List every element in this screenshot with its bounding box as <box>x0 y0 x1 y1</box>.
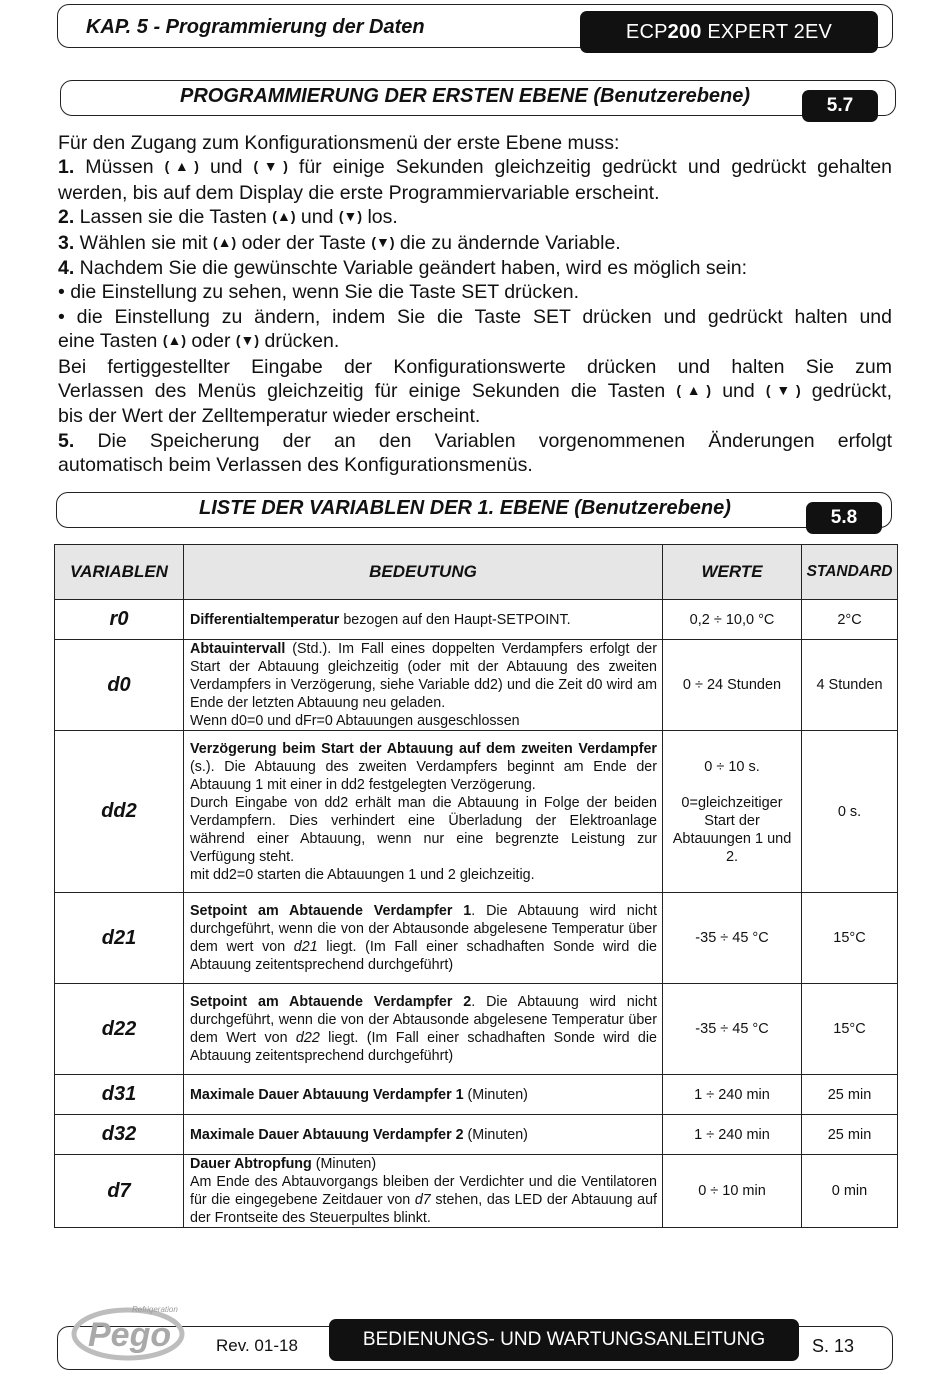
up-key-glyph: (▲) <box>162 332 186 349</box>
model-prefix: ECP <box>625 20 668 43</box>
var-code: d31 <box>55 1075 184 1115</box>
step-1-line: 1. Müssen (▲) und (▼) für einige Sekunden gleichzeitig gedrückt und gedrückt gehalten <box>58 156 893 179</box>
bullet-2: • die Einstellung zu ändern, indem Sie die Taste SET drücken und gedrückt halten und <box>58 305 892 328</box>
up-key-glyph: (▲) <box>164 158 199 175</box>
down-key-glyph: (▼) <box>253 158 288 175</box>
var-default: 15°C <box>802 984 898 1075</box>
var-default: 2°C <box>802 600 898 640</box>
svg-text:Pego: Pego <box>88 1316 172 1354</box>
var-description: Verzögerung beim Start der Abtauung auf dem zweiten Verdampfer (s.). Die Abtauung des zweiten Verdampfers beginnt am Ende der Abtauung 1 mit einer in dd2 festgelegten Verzögerung. Durch Eingabe von dd2 erhält man die Abtauung in Folge der beiden Verdampfern. Dies verhindert eine Überladung der Elektroanlage während einer Abtauung, wenn nur eine begrenzte Leistung zur Verfügung steht. mit dd2=0 starten die Abtauungen 1 und 2 gleichzeitig. <box>184 731 663 893</box>
var-range: -35 ÷ 45 °C <box>663 984 802 1075</box>
var-range: 0 ÷ 10 min <box>663 1155 802 1228</box>
step-5-cont: automatisch beim Verlassen des Konfigurationsmenüs. <box>58 454 533 477</box>
revision-label: Rev. 01-18 <box>216 1336 298 1355</box>
col-header-variablen: VARIABLEN <box>55 545 184 600</box>
down-key-glyph: (▼) <box>235 332 260 349</box>
table-row-d0 <box>55 640 898 731</box>
table-row-d32 <box>55 1115 898 1155</box>
manual-title: BEDIENUNGS- UND WARTUNGSANLEITUNG <box>329 1319 799 1361</box>
intro-line: Für den Zugang zum Konfigurationsmenü der erste Ebene muss: <box>58 132 620 154</box>
model-bold: 200 <box>667 20 702 43</box>
col-header-werte: WERTE <box>663 545 802 600</box>
down-key-glyph: (▼) <box>371 233 395 250</box>
down-key-glyph: (▼) <box>338 208 363 225</box>
exit-line-1: Bei fertiggestellter Eingabe der Konfigurationswerte drücken und halten Sie zum <box>58 355 892 378</box>
exit-line-3: bis der Wert der Zelltemperatur wieder erscheint. <box>58 405 481 428</box>
table-row-d31 <box>55 1075 898 1115</box>
var-default: 15°C <box>802 893 898 984</box>
table-row-d22 <box>55 984 898 1075</box>
bullet-1: • die Einstellung zu sehen, wenn Sie die Taste SET drücken. <box>58 281 580 304</box>
step-2-line: 2. Lassen sie die Tasten (▲) und (▼) los. <box>58 206 398 229</box>
page-number: S. 13 <box>812 1336 855 1356</box>
var-description: Maximale Dauer Abtauung Verdampfer 2 (Minuten) <box>184 1115 663 1155</box>
table-header-row <box>55 545 898 600</box>
var-range: 1 ÷ 240 min <box>663 1075 802 1115</box>
chapter-title: KAP. 5 - Programmierung der Daten <box>86 16 425 38</box>
table-row-d21 <box>55 893 898 984</box>
var-description: Setpoint am Abtauende Verdampfer 2. Die Abtauung wird nicht durchgeführt, wenn die von der Abtausonde abgelesene Temperatur über dem Wert von d22 liegt. (Im Fall einer schadhaften Sonde wird die Abtauung zeitentsprechend durchgeführt) <box>184 984 663 1075</box>
model-suffix: EXPERT 2EV <box>701 20 833 43</box>
var-description: Differentialtemperatur bezogen auf den Haupt-SETPOINT. <box>184 600 663 640</box>
var-range: 1 ÷ 240 min <box>663 1115 802 1155</box>
pego-logo <box>70 1296 190 1364</box>
section-5-8-title: LISTE DER VARIABLEN DER 1. EBENE (Benutzerebene) <box>199 497 731 519</box>
table-row-d7 <box>55 1155 898 1228</box>
section-5-7-title: PROGRAMMIERUNG DER ERSTEN EBENE (Benutzerebene) <box>180 85 751 107</box>
var-code: d32 <box>55 1115 184 1155</box>
up-key-glyph: (▲) <box>212 233 237 250</box>
var-range: 0 ÷ 10 s. 0=gleichzeitiger Start der Abtauungen 1 und 2. <box>663 731 802 893</box>
exit-line-2: Verlassen des Menüs gleichzeitig für einige Sekunden die Tasten (▲) und (▼) gedrückt, <box>58 380 892 403</box>
up-key-glyph: (▲) <box>676 382 712 399</box>
table-row-dd2 <box>55 731 898 893</box>
var-description: Dauer Abtropfung (Minuten) Am Ende des Abtauvorgangs bleiben der Verdichter und die Ventilatoren für die eingegebene Zeitdauer von d7 stehen, das LED der Abtauung auf der Frontseite des Steuerpultes blinkt. <box>184 1155 663 1228</box>
step-3-line: 3. Wählen sie mit (▲) oder der Taste (▼) die zu ändernde Variable. <box>58 231 621 254</box>
step-1-cont: werden, bis auf dem Display die erste Programmiervariable erscheint. <box>58 181 660 204</box>
col-header-bedeutung: BEDEUTUNG <box>184 545 663 600</box>
var-default: 4 Stunden <box>802 640 898 731</box>
bullet-2-cont: eine Tasten (▲) oder (▼) drücken. <box>58 330 340 353</box>
var-code: d7 <box>55 1155 184 1228</box>
instructions <box>58 131 892 478</box>
var-default: 25 min <box>802 1075 898 1115</box>
up-key-glyph: (▲) <box>272 208 296 225</box>
var-code: d22 <box>55 984 184 1075</box>
var-default: 25 min <box>802 1115 898 1155</box>
var-range: 0 ÷ 24 Stunden <box>663 640 802 731</box>
var-description: Abtauintervall (Std.). Im Fall eines doppelten Verdampfers erfolgt der Start der Abtauung gleichzeitig (oder mit der Abtauung des zweiten Verdampfers in Verzögerung, siehe Variable dd2) und die Zeit d0 wird am Ende der letzten Abtauung neu geladen. Wenn d0=0 und dFr=0 Abtauungen ausgeschlossen <box>184 640 663 731</box>
step-4-line: 4. Nachdem Sie die gewünschte Variable geändert haben, wird es möglich sein: <box>58 257 748 280</box>
var-description: Setpoint am Abtauende Verdampfer 1. Die Abtauung wird nicht durchgeführt, wenn die von der Abtausonde abgelesene Temperatur über dem wert von d21 liegt. (Im Fall einer schadhaften Sonde wird die Abtauung zeitentsprechend durchgeführt) <box>184 893 663 984</box>
col-header-standard: STANDARD <box>802 545 898 600</box>
var-range: -35 ÷ 45 °C <box>663 893 802 984</box>
var-default: 0 min <box>802 1155 898 1228</box>
var-code: d21 <box>55 893 184 984</box>
section-5-7-number: 5.7 <box>802 90 878 122</box>
svg-text:Refrigeration: Refrigeration <box>132 1305 178 1314</box>
var-code: r0 <box>55 600 184 640</box>
var-code: dd2 <box>55 731 184 893</box>
step-5-line: 5. Die Speicherung der an den Variablen vorgenommenen Änderungen erfolgt <box>58 429 892 452</box>
var-range: 0,2 ÷ 10,0 °C <box>663 600 802 640</box>
var-default: 0 s. <box>802 731 898 893</box>
table-row-r0 <box>55 600 898 640</box>
variables-table <box>54 544 898 1228</box>
var-description: Maximale Dauer Abtauung Verdampfer 1 (Minuten) <box>184 1075 663 1115</box>
section-5-8-number: 5.8 <box>806 502 882 534</box>
model-badge <box>580 11 878 53</box>
down-key-glyph: (▼) <box>765 382 801 399</box>
var-code: d0 <box>55 640 184 731</box>
